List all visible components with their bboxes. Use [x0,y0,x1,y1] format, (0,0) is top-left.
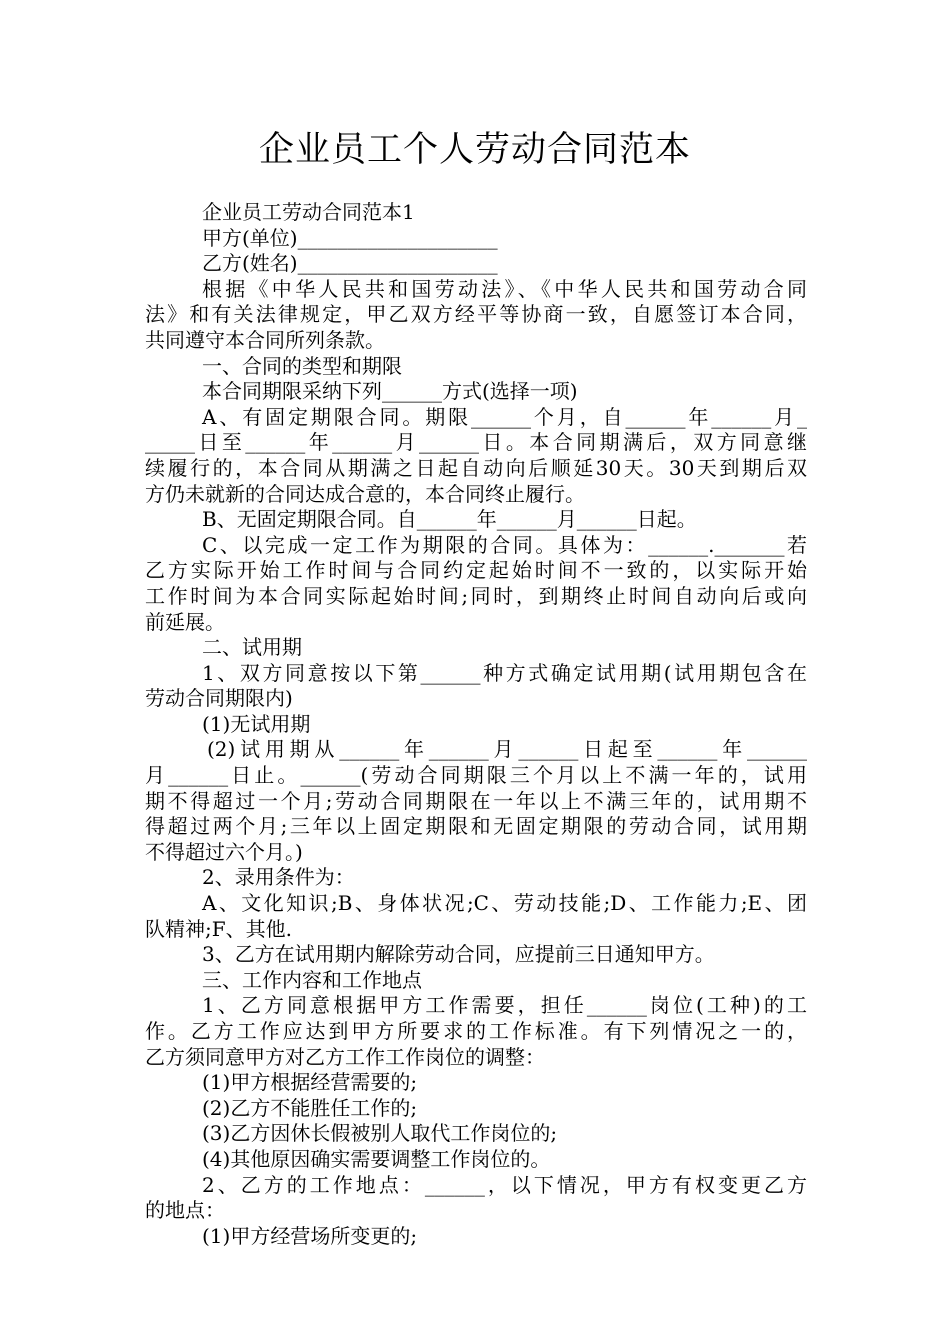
paragraph-line: (4)其他原因确实需要调整工作岗位的。 [202,1146,551,1171]
paragraph-line: 作。乙方工作应达到甲方所要求的工作标准。有下列情况之一的， [145,1019,807,1043]
paragraph-line: 续履行的，本合同从期满之日起自动向后顺延30天。30天到期后双 [145,455,807,480]
paragraph-line: 不得超过六个月。) [145,839,303,864]
paragraph-line: 期不得超过一个月;劳动合同期限在一年以上不满三年的，试用期不 [145,788,807,813]
paragraph-line: 方仍未就新的合同达成合意的，本合同终止履行。 [145,481,585,506]
paragraph-line: 劳动合同期限内) [145,686,293,711]
paragraph-line: 共同遵守本合同所列条款。 [145,327,385,352]
paragraph-line: 前延展。 [145,609,225,634]
paragraph-line: 乙方(姓名)____________________ [202,251,498,276]
paragraph-line: 企业员工劳动合同范本1 [202,200,415,224]
paragraph-line: 根据《中华人民共和国劳动法》、《中华人民共和国劳动合同 [202,276,807,301]
paragraph-line: 得超过两个月;三年以上固定期限和无固定期限的劳动合同，试用期 [145,814,807,839]
paragraph-line: 2、录用条件为： [202,865,355,890]
paragraph-line: (1)甲方根据经营需要的; [202,1070,418,1095]
document-title: 企业员工个人劳动合同范本 [258,130,691,170]
paragraph-line: 3、乙方在试用期内解除劳动合同，应提前三日通知甲方。 [202,942,715,967]
paragraph-line: 甲方(单位)____________________ [202,225,498,250]
paragraph-line: 的地点： [145,1198,225,1223]
paragraph-line: 1、乙方同意根据甲方工作需要，担任______岗位(工种)的工 [202,993,807,1018]
paragraph-line: 1、双方同意按以下第______种方式确定试用期(试用期包含在 [202,660,807,685]
paragraph-line: B、无固定期限合同。自______年______月______日起。 [202,507,697,532]
paragraph-line: (1)甲方经营场所变更的; [202,1223,418,1248]
paragraph-line: A、有固定期限合同。期限______个月，自______年______月_ [202,404,807,429]
paragraph-line: 乙方须同意甲方对乙方工作工作岗位的调整： [145,1044,545,1069]
paragraph-line: _____日至______年______月______日。本合同期满后，双方同意继 [145,430,807,455]
paragraph-line: 乙方实际开始工作时间与合同约定起始时间不一致的，以实际开始 [145,558,807,583]
paragraph-line: 一、合同的类型和期限 [202,353,402,378]
paragraph-line: (3)乙方因休长假被别人取代工作岗位的; [202,1121,558,1146]
paragraph-line: 三、工作内容和工作地点 [202,967,422,992]
paragraph-line: 本合同期限采纳下列______方式(选择一项) [202,379,578,404]
paragraph-line: 法》和有关法律规定，甲乙双方经平等协商一致，自愿签订本合同， [145,302,807,327]
paragraph-line: 二、试用期 [202,635,302,660]
paragraph-line: (2)乙方不能胜任工作的; [202,1095,418,1120]
paragraph-line: (2)试用期从______年______月______日起至______年______ [207,737,807,762]
paragraph-line: 2、乙方的工作地点：______，以下情况，甲方有权变更乙方 [202,1172,807,1197]
paragraph-line: 工作时间为本合同实际起始时间;同时，到期终止时间自动向后或向 [145,583,807,608]
paragraph-line: 月______日止。______(劳动合同期限三个月以上不满一年的，试用 [145,763,807,788]
paragraph-line: 队精神;F、其他. [145,916,292,941]
paragraph-line: (1)无试用期 [202,711,311,736]
document-body [145,200,807,1249]
paragraph-line: A、文化知识;B、身体状况;C、劳动技能;D、工作能力;E、团 [202,891,807,916]
paragraph-line: C、以完成一定工作为期限的合同。具体为：______._______若 [202,532,807,557]
